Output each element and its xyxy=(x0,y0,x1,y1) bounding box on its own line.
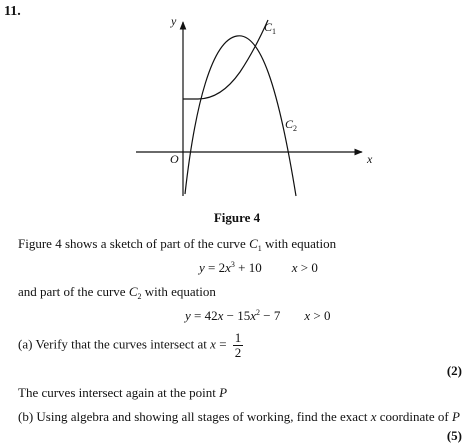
intersection-note: The curves intersect again at the point P xyxy=(18,385,228,400)
y-axis-label: y xyxy=(171,14,177,28)
figure-4-sketch xyxy=(0,0,474,210)
part-b-question: (b) Using algebra and showing all stages of working, find the exact x coordinate of P xyxy=(18,409,460,424)
fraction-one-half: $\frac{1}{2}$ xyxy=(234,330,242,360)
question-number: 11. xyxy=(4,4,21,19)
equation-c2: $y = 42x - 15x^2 - 7$ x > 0 xyxy=(185,308,331,323)
part-b-marks: (5) xyxy=(446,428,462,443)
curve-c2 xyxy=(185,36,296,196)
x-axis-label: x xyxy=(367,152,373,166)
part-a-marks: (2) xyxy=(446,363,462,378)
c2-label: $C_2$ xyxy=(285,117,298,133)
part-a-question: (a) Verify that the curves intersect at x = $\frac{1}{2}$ xyxy=(18,330,242,360)
c1-label: $C_1$ xyxy=(264,20,277,36)
equation-c1: $y = 2x^3 + 10$ x > 0 xyxy=(199,260,318,275)
intro-line-2: and part of the curve $C_2$ with equation xyxy=(18,284,216,301)
curve-c1 xyxy=(183,20,268,99)
origin-label: O xyxy=(170,152,179,166)
figure-caption: Figure 4 xyxy=(213,210,261,225)
intro-line-1: Figure 4 shows a sketch of part of the curve $C_1$ with equation xyxy=(18,236,337,253)
